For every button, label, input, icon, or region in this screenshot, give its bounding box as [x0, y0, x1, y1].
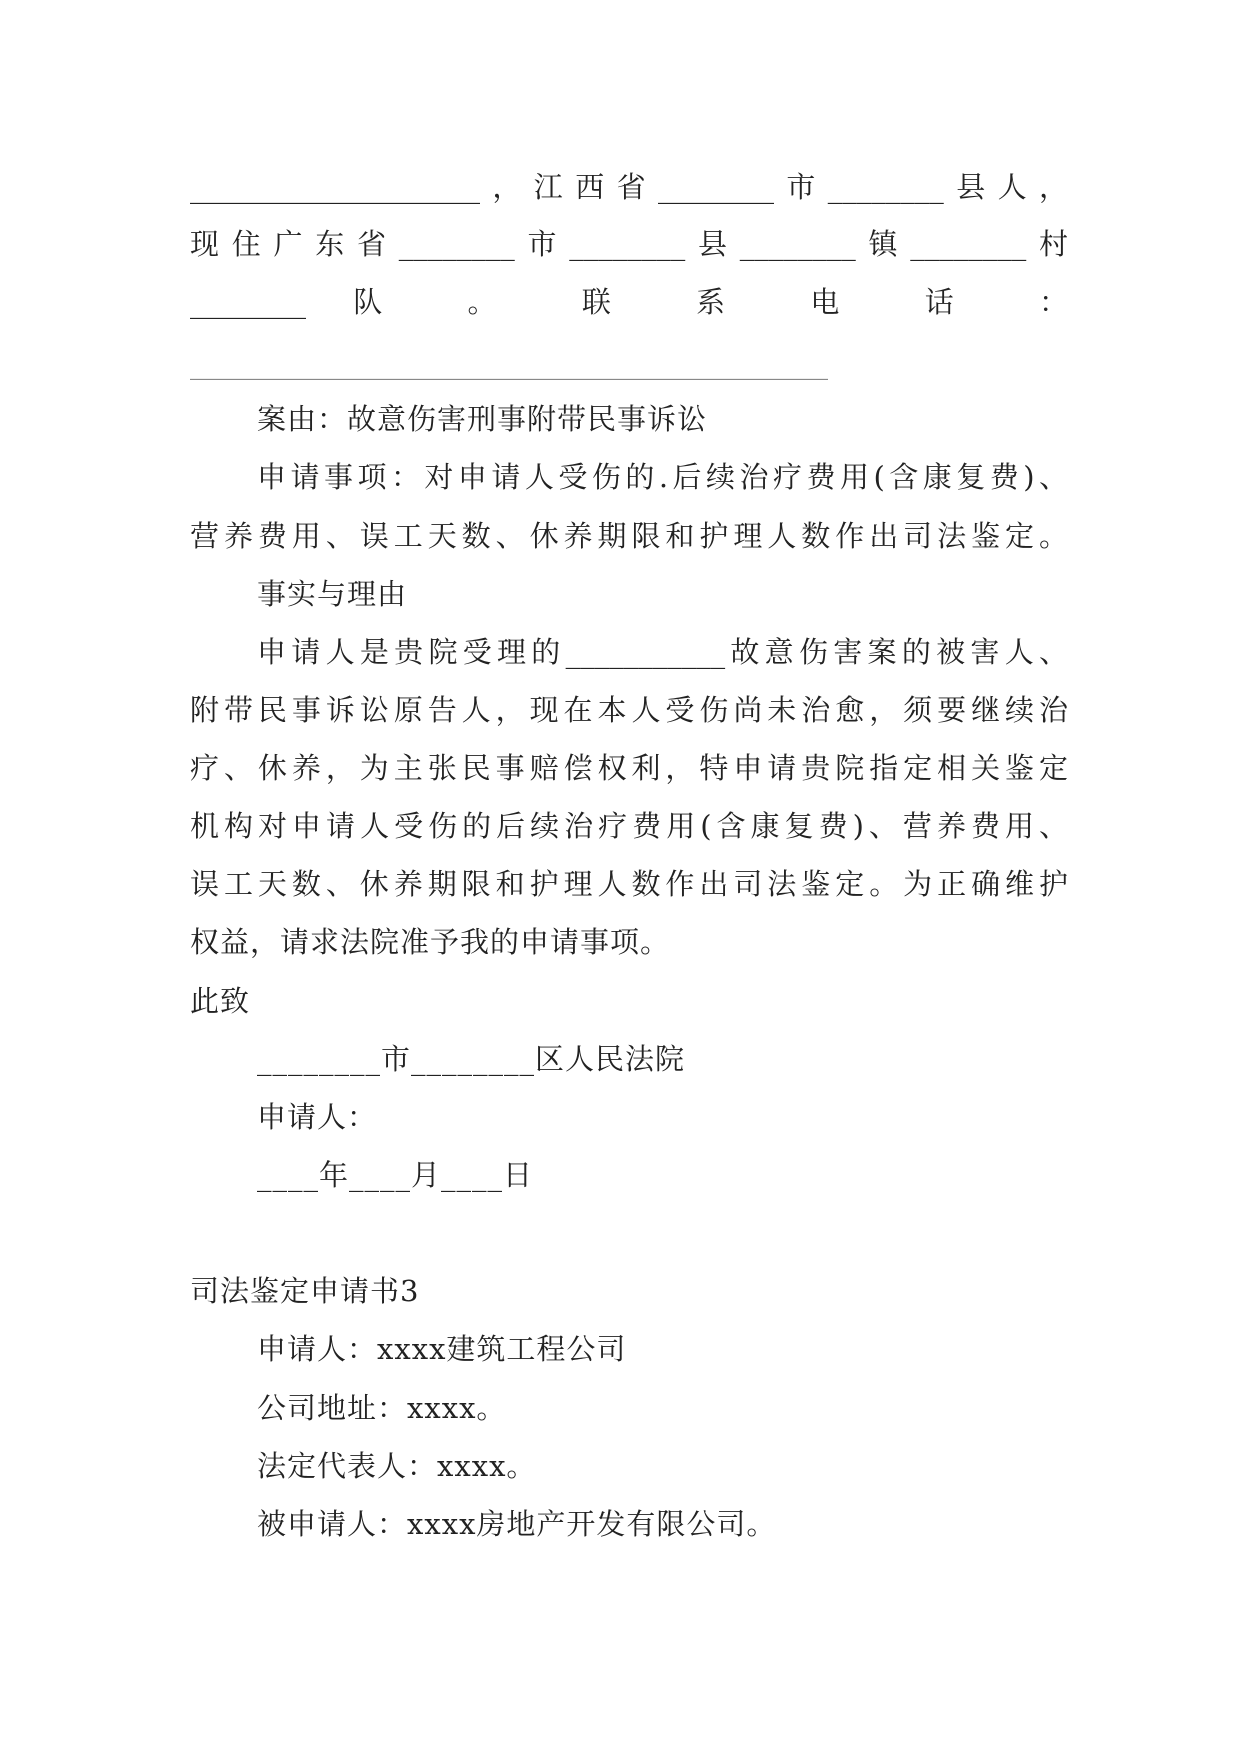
applicant-residence-line: 现住广东省________市________县________镇________村 — [190, 227, 1068, 261]
facts-heading: 事实与理由 — [257, 577, 408, 611]
request-item-line-1: 申请事项：对申请人受伤的.后续治疗费用(含康复费)、 — [257, 460, 1068, 494]
court-name: ________市________区人民法院 — [257, 1042, 686, 1076]
respondent-company: 被申请人：xxxx房地产开发有限公司。 — [257, 1507, 777, 1541]
facts-paragraph-line-6: 权益，请求法院准予我的申请事项。 — [190, 925, 671, 959]
facts-paragraph-line-2: 附带民事诉讼原告人，现在本人受伤尚未治愈，须要继续治 — [190, 693, 1068, 727]
applicant-origin-line: ____________________，江西省________市________县人， — [190, 170, 1068, 204]
contact-phone-line: ________ 队 。 联 系 电 话 ： — [190, 285, 1068, 319]
date-line: ____年____月____日 — [257, 1158, 534, 1192]
request-item-line-2: 营养费用、误工天数、休养期限和护理人数作出司法鉴定。 — [190, 519, 1068, 553]
applicant-company: 申请人：xxxx建筑工程公司 — [257, 1332, 627, 1366]
legal-representative: 法定代表人：xxxx。 — [257, 1449, 537, 1483]
phone-blank-line: ____________________________________________ — [190, 346, 828, 380]
facts-paragraph-line-5: 误工天数、休养期限和护理人数作出司法鉴定。为正确维护 — [190, 867, 1068, 901]
facts-paragraph-line-3: 疗、休养，为主张民事赔偿权利，特申请贵院指定相关鉴定 — [190, 751, 1068, 785]
salutation: 此致 — [190, 984, 251, 1018]
facts-paragraph-line-1: 申请人是贵院受理的___________故意伤害案的被害人、 — [257, 635, 1068, 669]
case-cause: 案由：故意伤害刑事附带民事诉讼 — [257, 402, 708, 436]
facts-paragraph-line-4: 机构对申请人受伤的后续治疗费用(含康复费)、营养费用、 — [190, 809, 1068, 843]
company-address: 公司地址：xxxx。 — [257, 1391, 507, 1425]
applicant-signature-label: 申请人： — [257, 1100, 378, 1134]
section-title: 司法鉴定申请书3 — [190, 1274, 420, 1308]
